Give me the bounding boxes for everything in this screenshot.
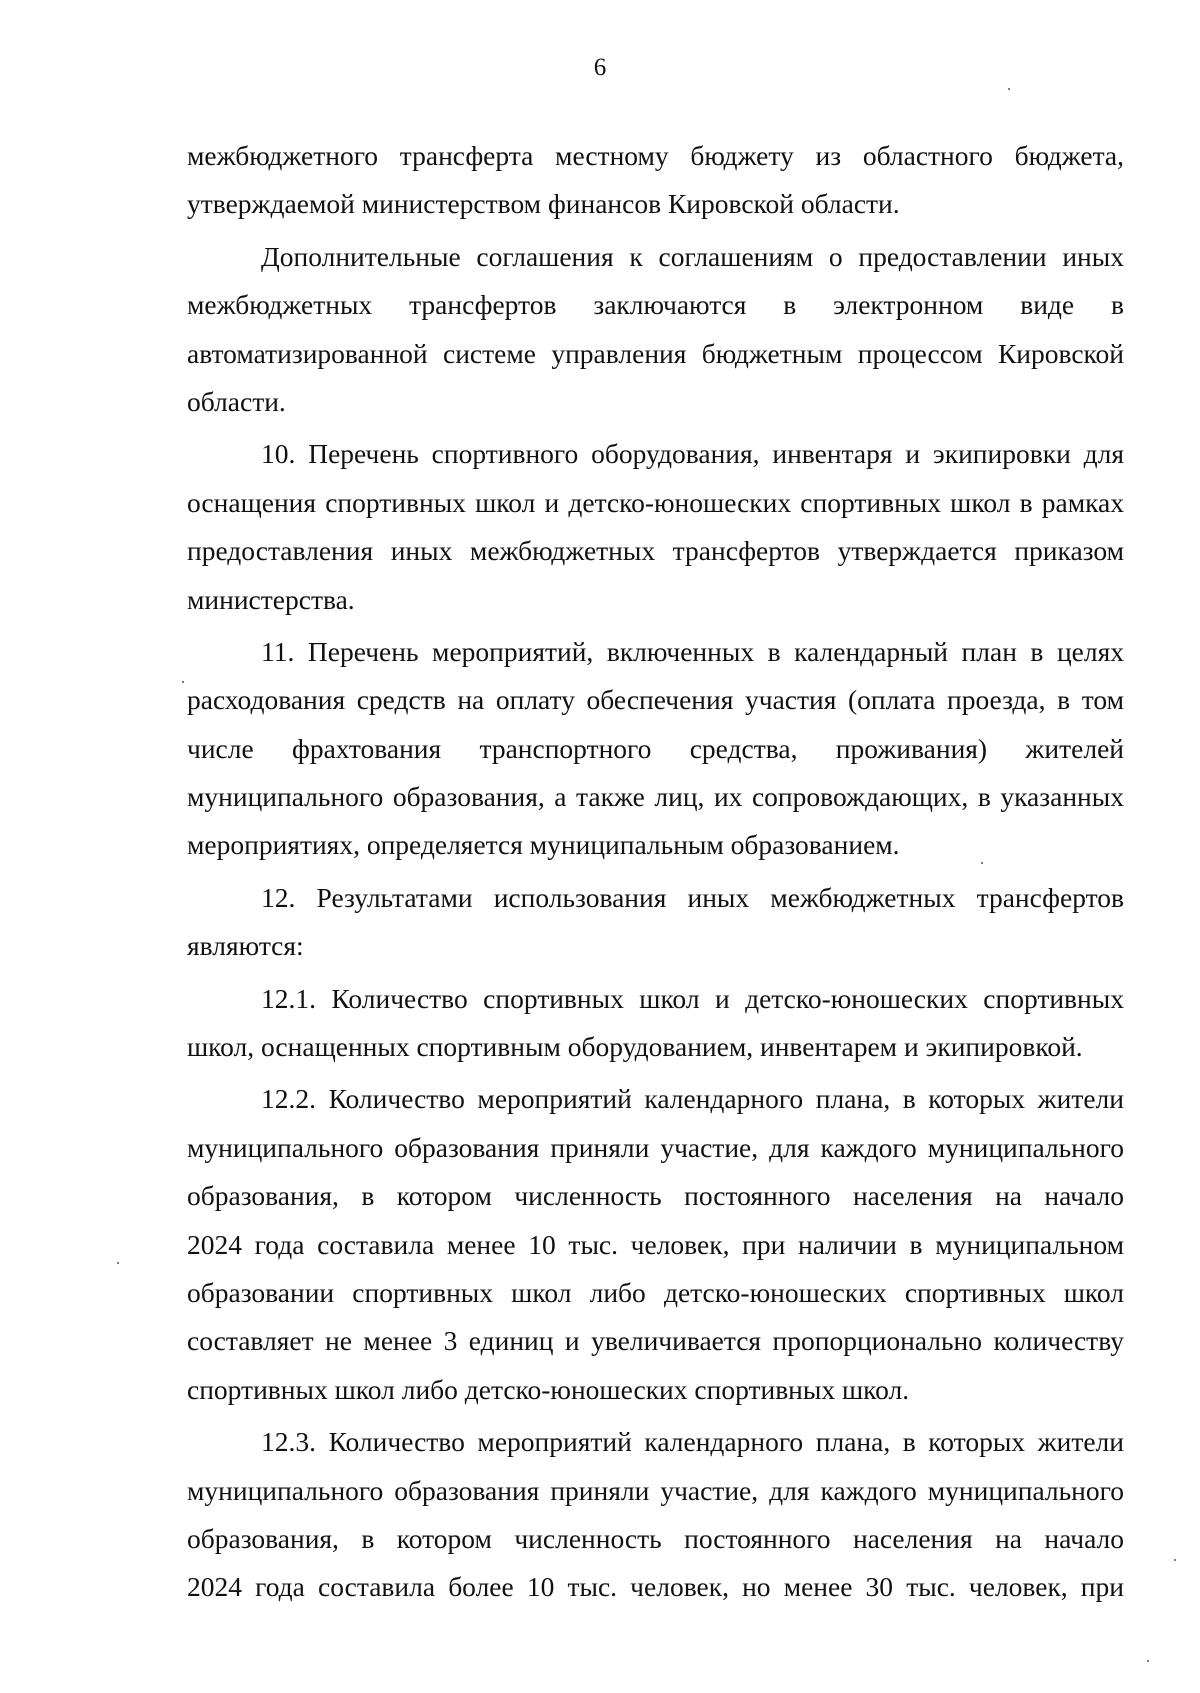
text-line: являются:	[187, 930, 304, 962]
paragraph-continuation	[187, 132, 1124, 229]
text-line: межбюджетного трансферта местному бюджету из областного бюджета,	[187, 140, 1124, 171]
text-line: школ, оснащенных спортивным оборудованием, инвентарем и экипировкой.	[187, 1031, 1083, 1063]
text-line: муниципального образования приняли участие, для каждого муниципального	[187, 1131, 1124, 1163]
scan-speck	[981, 862, 983, 864]
page-number: 6	[593, 54, 607, 81]
text-line: 10. Перечень спортивного оборудования, инвентаря и экипировки для	[261, 438, 1124, 470]
text-line: автоматизированной системе управления бюджетным процессом Кировской	[187, 337, 1124, 369]
text-line: оснащения спортивных школ и детско-юношеских спортивных школ в рамках	[187, 486, 1124, 518]
text-line: 2024 года составила менее 10 тыс. человек, при наличии в муниципальном	[187, 1228, 1124, 1260]
text-line: образовании спортивных школ либо детско-юношеских спортивных школ	[187, 1276, 1124, 1308]
text-line: области.	[187, 385, 286, 417]
paragraph-item-10	[187, 430, 1124, 624]
text-line: утверждаемой министерством финансов Кировской области.	[187, 188, 900, 220]
text-line: 11. Перечень мероприятий, включенных в календарный план в целях	[261, 635, 1124, 667]
text-line: 12.2. Количество мероприятий календарного плана, в которых жители	[261, 1083, 1124, 1115]
scan-speck	[117, 1262, 119, 1264]
text-line: образования, в котором численность постоянного населения на начало	[187, 1522, 1124, 1554]
scan-speck	[1147, 1660, 1149, 1662]
text-line: предоставления иных межбюджетных трансфертов утверждается приказом	[187, 535, 1124, 567]
text-line: муниципального образования, а также лиц, их сопровождающих, в указанных	[187, 781, 1124, 813]
text-line: 12.3. Количество мероприятий календарного плана, в которых жители	[261, 1426, 1124, 1458]
paragraph-item-12-3	[187, 1418, 1124, 1612]
scan-speck	[1174, 1559, 1176, 1561]
text-line: расходования средств на оплату обеспечения участия (оплата проезда, в том	[187, 684, 1124, 716]
paragraph-additional-agreements	[187, 233, 1124, 427]
text-line: составляет не менее 3 единиц и увеличивается пропорционально количеству	[187, 1325, 1124, 1357]
text-line: межбюджетных трансфертов заключаются в электронном виде в	[187, 289, 1124, 321]
paragraph-item-12	[187, 874, 1124, 971]
text-line: 2024 года составила более 10 тыс. человек, но менее 30 тыс. человек, при	[187, 1571, 1124, 1603]
paragraph-item-12-2	[187, 1075, 1124, 1414]
text-line: спортивных школ либо детско-юношеских спортивных школ.	[187, 1373, 910, 1405]
document-body	[187, 132, 1124, 1612]
paragraph-item-12-1	[187, 975, 1124, 1072]
text-line: муниципального образования приняли участие, для каждого муниципального	[187, 1474, 1124, 1506]
scan-speck	[1008, 88, 1010, 90]
scan-speck	[182, 681, 184, 683]
text-line: числе фрахтования транспортного средства, проживания) жителей	[187, 732, 1124, 764]
text-line: министерства.	[187, 583, 355, 615]
text-line: мероприятиях, определяется муниципальным образованием.	[187, 829, 900, 861]
paragraph-item-11	[187, 628, 1124, 870]
text-line: 12. Результатами использования иных межбюджетных трансфертов	[261, 881, 1124, 913]
text-line: Дополнительные соглашения к соглашениям о предоставлении иных	[261, 240, 1124, 272]
text-line: образования, в котором численность постоянного населения на начало	[187, 1180, 1124, 1212]
text-line: 12.1. Количество спортивных школ и детско-юношеских спортивных	[261, 982, 1124, 1014]
